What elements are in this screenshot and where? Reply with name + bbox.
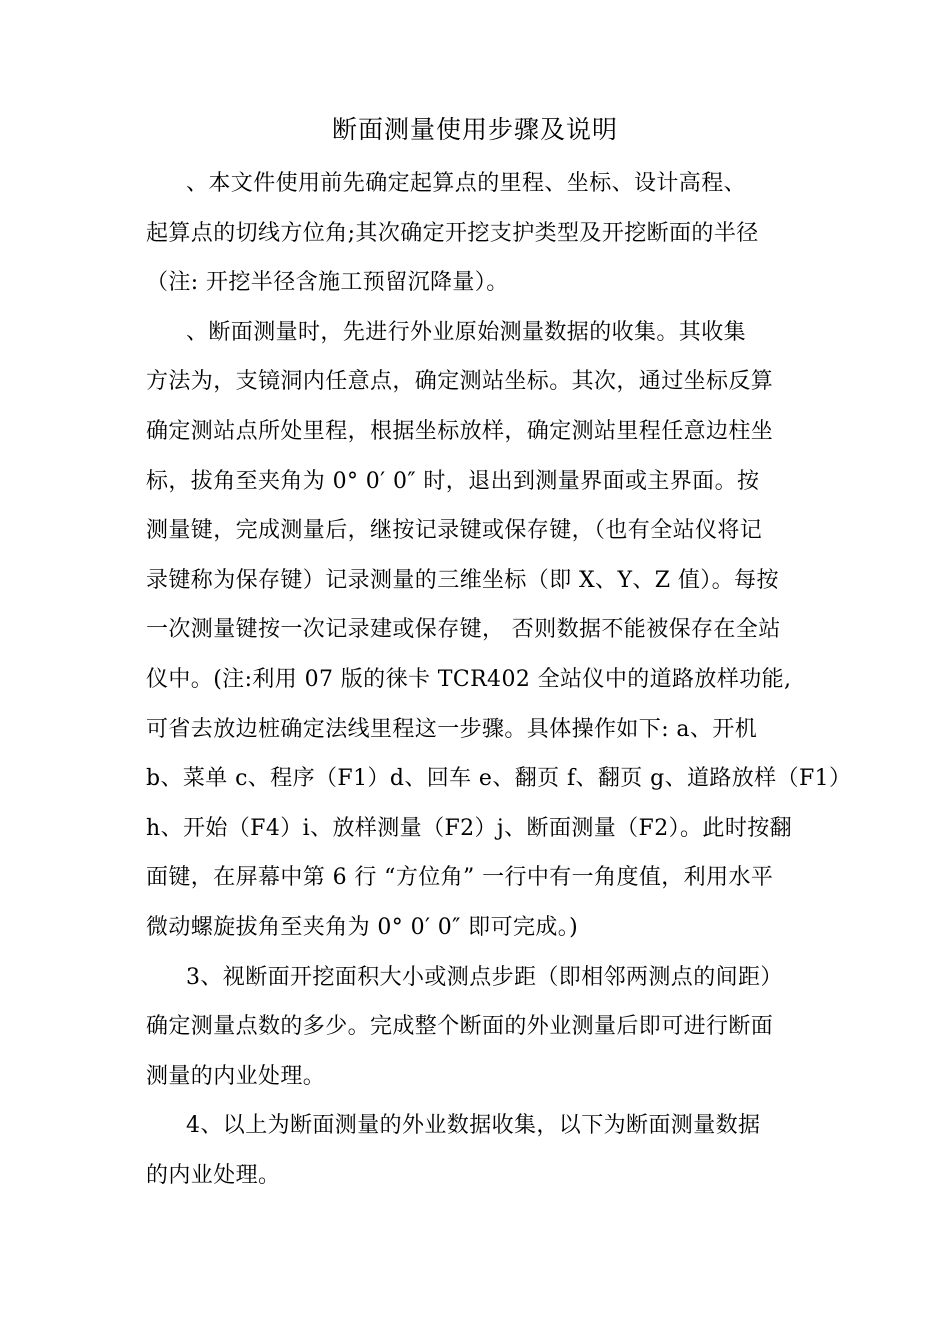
paragraph-2-line-6: 录键称为保存键）记录测量的三维坐标（即 X、Y、Z 值）。每按 <box>146 568 779 593</box>
paragraph-4-line-2: 的内业处理。 <box>146 1163 281 1188</box>
paragraph-1-line-1: 、本文件使用前先确定起算点的里程、坐标、设计高程、 <box>186 171 747 196</box>
paragraph-2-line-8: 仪中。(注:利用 07 版的徕卡 TCR402 全站仪中的道路放样功能, <box>146 667 792 692</box>
paragraph-2-line-4: 标，拔角至夹角为 0° 0′ 0″ 时，退出到测量界面或主界面。按 <box>146 469 760 494</box>
paragraph-2-line-13: 微动螺旋拔角至夹角为 0° 0′ 0″ 即可完成。) <box>146 915 579 940</box>
paragraph-1-line-3: （注: 开挖半径含施工预留沉降量）。 <box>146 270 509 295</box>
paragraph-1-line-2: 起算点的切线方位角;其次确定开挖支护类型及开挖断面的半径 <box>146 221 759 246</box>
paragraph-2-line-11: h、开始（F4）i、放样测量（F2）j、断面测量（F2）。此时按翻 <box>146 816 793 841</box>
paragraph-3-line-1: 3、视断面开挖面积大小或测点步距（即相邻两测点的间距） <box>186 965 783 990</box>
document-title: 断面测量使用步骤及说明 <box>331 115 618 144</box>
paragraph-3-line-3: 测量的内业处理。 <box>146 1064 326 1089</box>
paragraph-4-line-1: 4、以上为断面测量的外业数据收集，以下为断面测量数据 <box>186 1113 761 1138</box>
paragraph-2-line-3: 确定测站点所处里程，根据坐标放样，确定测站里程任意边柱坐 <box>146 419 774 444</box>
paragraph-2-line-7: 一次测量键按一次记录建或保存键， 否则数据不能被保存在全站 <box>146 617 781 642</box>
paragraph-2-line-5: 测量键，完成测量后，继按记录键或保存键，（也有全站仪将记 <box>146 518 763 543</box>
paragraph-2-line-1: 、断面测量时，先进行外业原始测量数据的收集。其收集 <box>186 320 747 345</box>
paragraph-3-line-2: 确定测量点数的多少。完成整个断面的外业测量后即可进行断面 <box>146 1014 774 1039</box>
paragraph-2-line-10: b、菜单 c、程序（F1）d、回车 e、翻页 f、翻页 g、道路放样（F1） <box>146 766 852 791</box>
paragraph-2-line-12: 面键，在屏幕中第 6 行 “方位角” 一行中有一角度值，利用水平 <box>146 865 774 890</box>
paragraph-2-line-9: 可省去放边桩确定法线里程这一步骤。具体操作如下: a、开机 <box>146 717 758 742</box>
paragraph-2-line-2: 方法为，支镜洞内任意点，确定测站坐标。其次，通过坐标反算 <box>146 369 774 394</box>
